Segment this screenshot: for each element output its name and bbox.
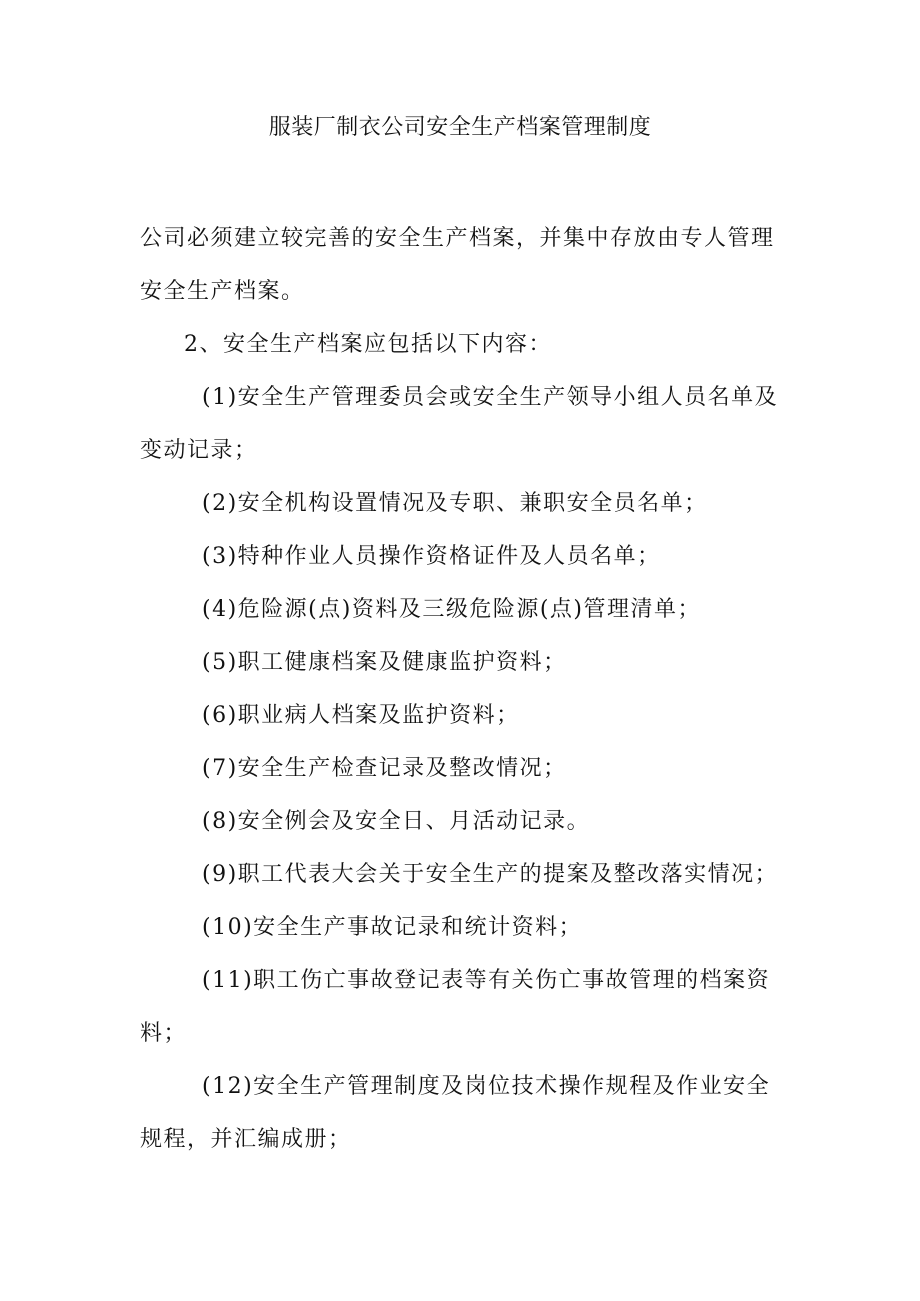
list-item-1: (1)安全生产管理委员会或安全生产领导小组人员名单及变动记录； — [140, 385, 779, 463]
list-item-5: (5)职工健康档案及健康监护资料； — [202, 650, 567, 675]
list-item-8: (8)安全例会及安全日、月活动记录。 — [202, 809, 591, 834]
list-item-12: (12)安全生产管理制度及岗位技术操作规程及作业安全规程，并汇编成册； — [140, 1074, 771, 1152]
list-item-11: (11)职工伤亡事故登记表等有关伤亡事故管理的档案资料； — [140, 968, 771, 1046]
list-item-3: (3)特种作业人员操作资格证件及人员名单； — [202, 544, 661, 569]
list-item-2: (2)安全机构设置情况及专职、兼职安全员名单； — [202, 491, 708, 516]
list-item-9: (9)职工代表大会关于安全生产的提案及整改落实情况； — [202, 862, 779, 887]
paragraph-intro: 公司必须建立较完善的安全生产档案，并集中存放由专人管理安全生产档案。 — [140, 226, 775, 304]
list-item-10: (10)安全生产事故记录和统计资料； — [202, 915, 583, 940]
paragraph-section-2: 2、安全生产档案应包括以下内容： — [184, 332, 552, 357]
list-item-4: (4)危险源(点)资料及三级危险源(点)管理清单； — [202, 597, 701, 622]
document-body — [140, 212, 780, 1166]
document-title: 服装厂制衣公司安全生产档案管理制度 — [268, 115, 652, 140]
list-item-7: (7)安全生产检查记录及整改情况； — [202, 756, 567, 781]
list-item-6: (6)职业病人档案及监护资料； — [202, 703, 520, 728]
